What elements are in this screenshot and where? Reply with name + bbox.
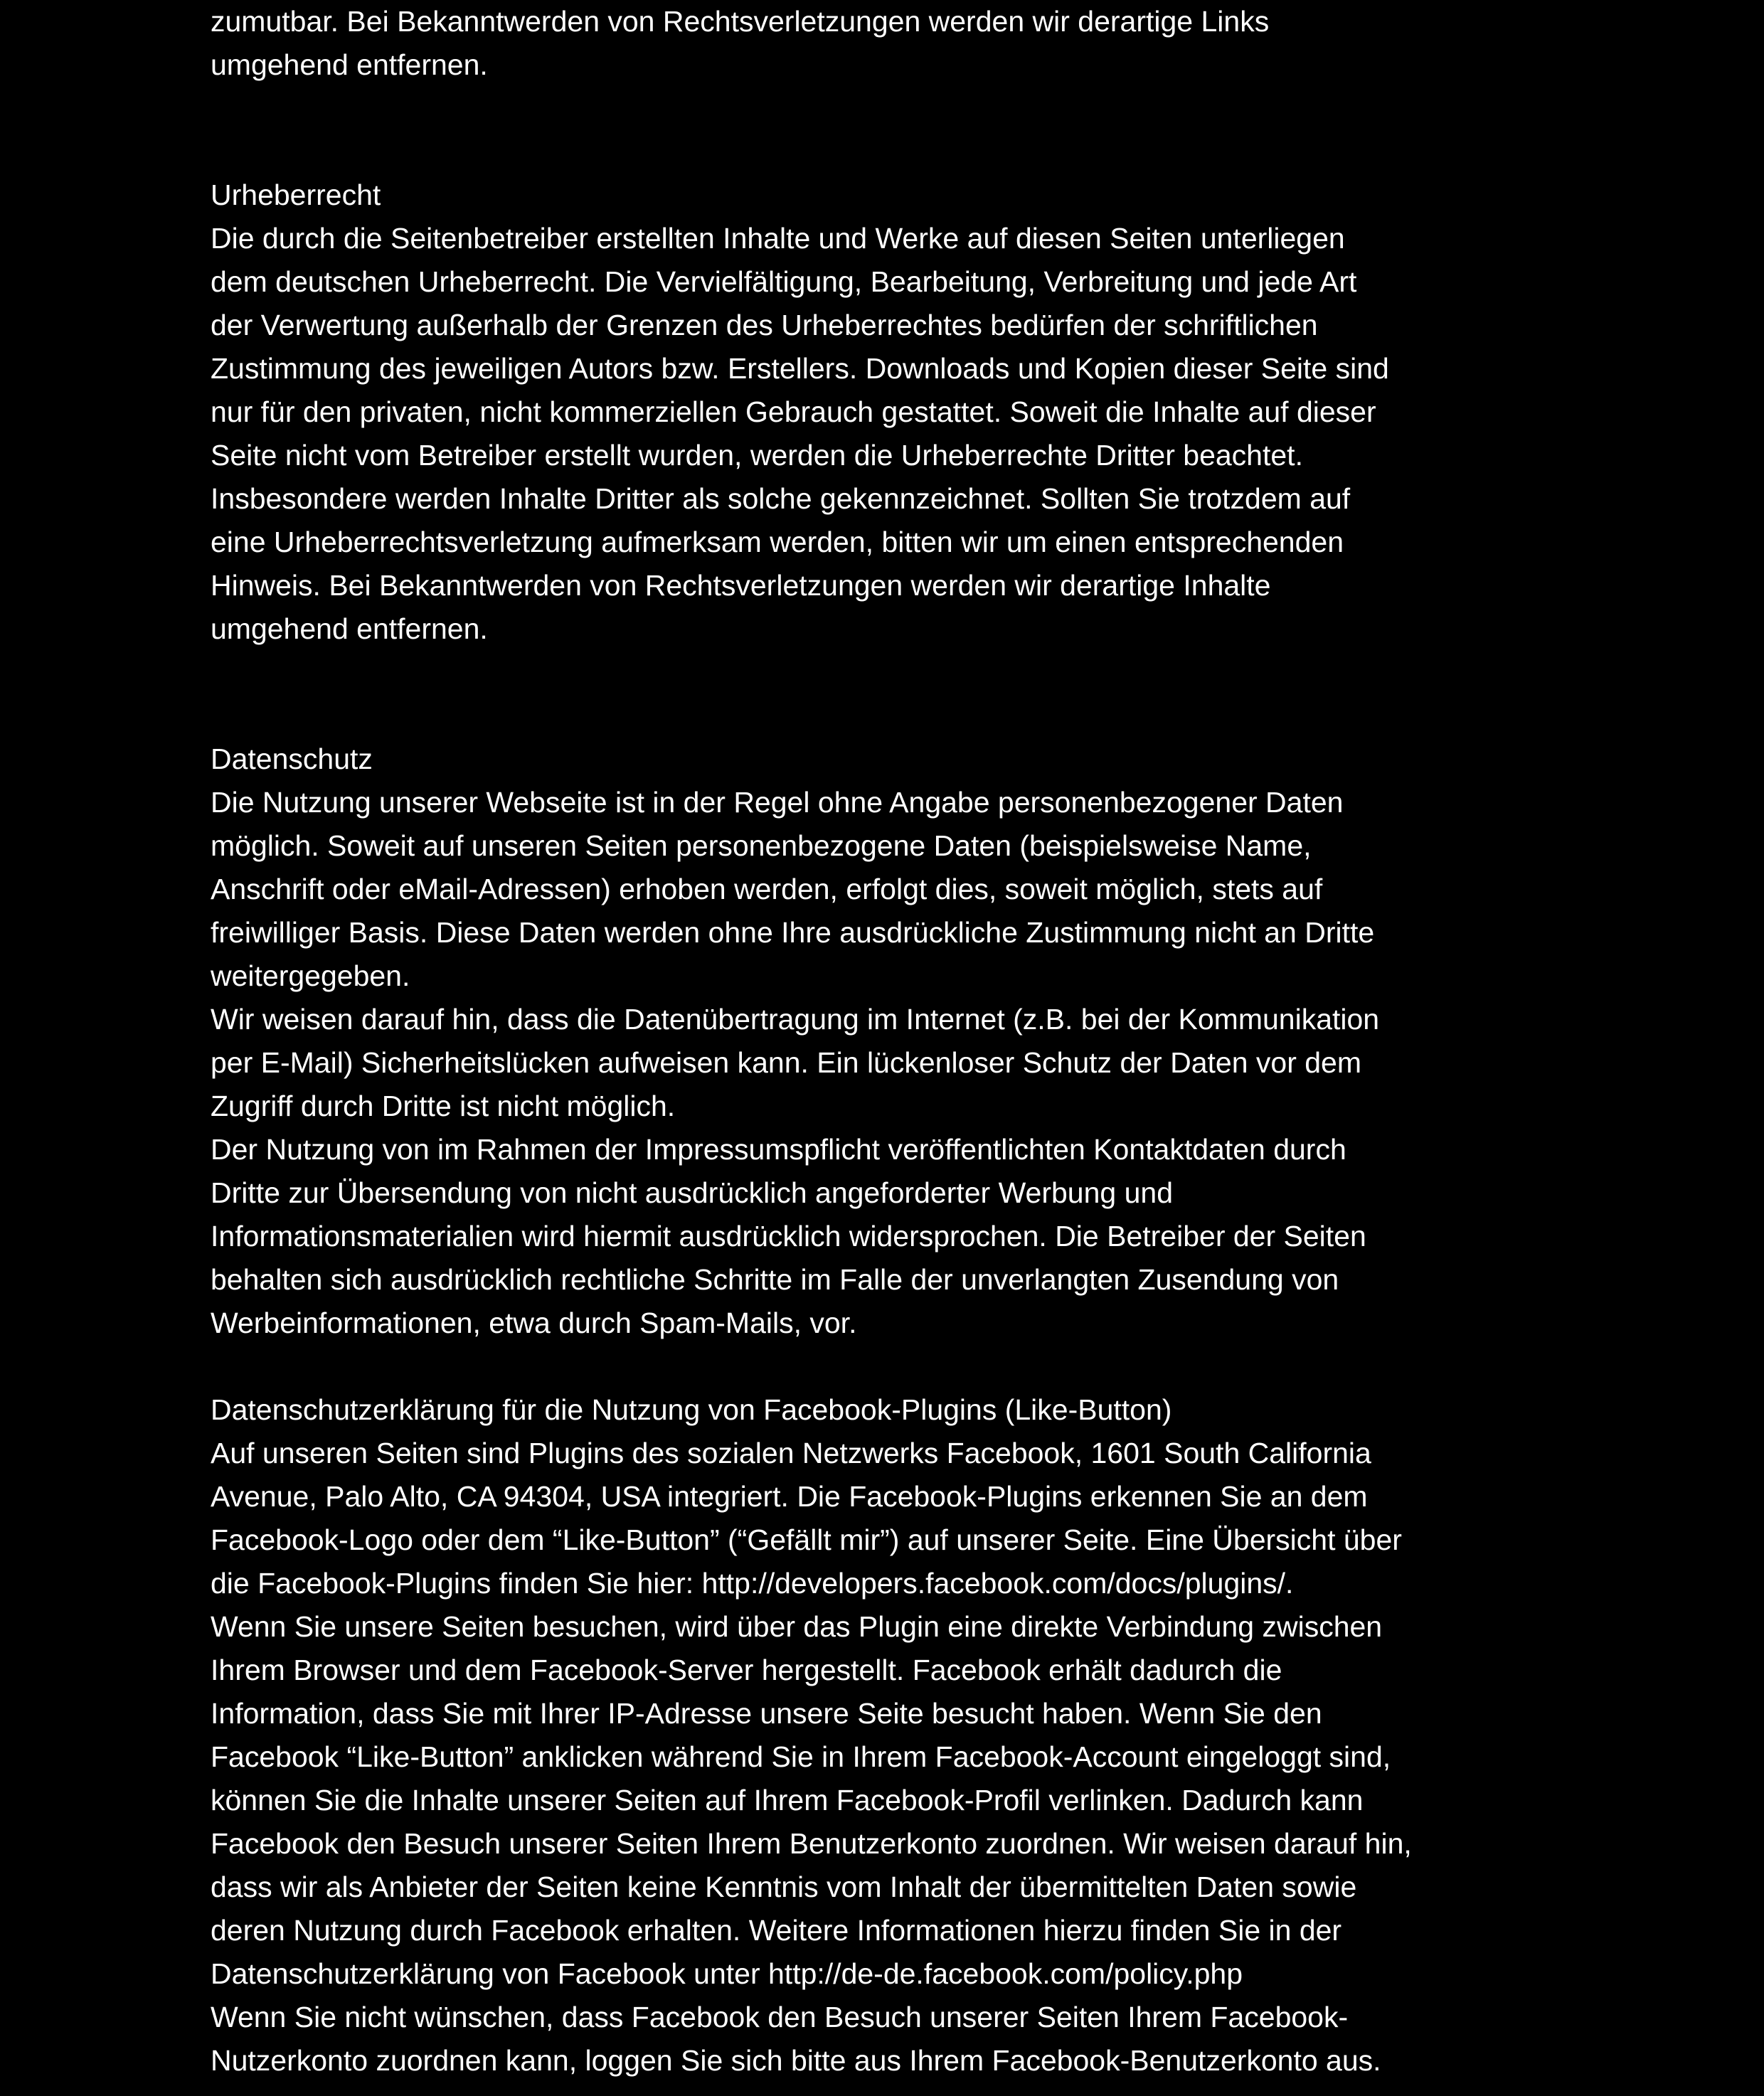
spacer bbox=[211, 87, 1562, 174]
section-heading-urheberrecht: Urheberrecht bbox=[211, 179, 381, 211]
section-urheberrecht bbox=[211, 174, 1562, 651]
section-heading-facebook-plugins: Datenschutzerklärung für die Nutzung von Facebook-Plugins (Like-Button) bbox=[211, 1393, 1172, 1426]
paragraph-datenschutz-2: Wir weisen darauf hin, dass die Datenübertragung im Internet (z.B. bei der Kommunikation per E-Mail) Sicherheitslücken aufweisen kann. Ein lückenloser Schutz der Daten vor dem Zugriff durch Dritte ist nicht möglich. bbox=[211, 1003, 1380, 1122]
paragraph-facebook-1: Auf unseren Seiten sind Plugins des sozialen Netzwerks Facebook, 1601 South California Avenue, Palo Alto, CA 94304, USA integriert. Die Facebook-Plugins erkennen Sie an dem Facebook-Logo oder dem “Like-Button” (“Gefällt mir”) auf unserer Seite. Eine Übersicht über die Facebook-Plugins finden Sie hier: http://developers.facebook.com/docs/plugins/. bbox=[211, 1437, 1402, 1600]
document-page bbox=[211, 0, 1562, 2082]
paragraph-datenschutz-3: Der Nutzung von im Rahmen der Impressumspflicht veröffentlichten Kontaktdaten durch Dritte zur Übersendung von nicht ausdrücklich angeforderter Werbung und Informationsmaterialien wird hiermit ausdrücklich widersprochen. Die Betreiber der Seiten behalten sich ausdrücklich rechtliche Schritte im Falle der unverlangten Zusendung von Werbeinformationen, etwa durch Spam-Mails, vor. bbox=[211, 1133, 1366, 1339]
spacer bbox=[211, 1345, 1562, 1388]
paragraph-datenschutz-1: Die Nutzung unserer Webseite ist in der Regel ohne Angabe personenbezogener Daten möglich. Soweit auf unseren Seiten personenbezogene Daten (beispielsweise Name, Anschrift oder eMail-Adressen) erhoben werden, erfolgt dies, soweit möglich, stets auf freiwilliger Basis. Diese Daten werden ohne Ihre ausdrückliche Zustimmung nicht an Dritte weitergegeben. bbox=[211, 786, 1375, 992]
intro-paragraph: zumutbar. Bei Bekanntwerden von Rechtsverletzungen werden wir derartige Links umgehend entfernen. bbox=[211, 5, 1270, 81]
paragraph-urheberrecht-1: Die durch die Seitenbetreiber erstellten Inhalte und Werke auf diesen Seiten unterliegen dem deutschen Urheberrecht. Die Vervielfältigung, Bearbeitung, Verbreitung und jede Art der Verwertung außerhalb der Grenzen des Urheberrechtes bedürfen der schriftlichen Zustimmung des jeweiligen Autors bzw. Erstellers. Downloads und Kopien dieser Seite sind nur für den privaten, nicht kommerziellen Gebrauch gestattet. Soweit die Inhalte auf dieser Seite nicht vom Betreiber erstellt wurden, werden die Urheberrechte Dritter beachtet. Insbesondere werden Inhalte Dritter als solche gekennzeichnet. Sollten Sie trotzdem auf eine Urheberrechtsverletzung aufmerksam werden, bitten wir um einen entsprechenden Hinweis. Bei Bekanntwerden von Rechtsverletzungen werden wir derartige Inhalte umgehend entfernen. bbox=[211, 222, 1389, 645]
spacer bbox=[211, 651, 1562, 738]
section-heading-datenschutz: Datenschutz bbox=[211, 743, 373, 775]
paragraph-facebook-3: Wenn Sie nicht wünschen, dass Facebook den Besuch unserer Seiten Ihrem Facebook- Nutzerkonto zuordnen kann, loggen Sie sich bitte aus Ihrem Facebook-Benutzerkonto aus. bbox=[211, 2001, 1381, 2077]
section-facebook-plugins bbox=[211, 1388, 1562, 2082]
section-datenschutz bbox=[211, 738, 1562, 1345]
paragraph-facebook-2: Wenn Sie unsere Seiten besuchen, wird über das Plugin eine direkte Verbindung zwischen Ihrem Browser und dem Facebook-Server hergestellt. Facebook erhält dadurch die Information, dass Sie mit Ihrer IP-Adresse unsere Seite besucht haben. Wenn Sie den Facebook “Like-Button” anklicken während Sie in Ihrem Facebook-Account eingeloggt sind, können Sie die Inhalte unserer Seiten auf Ihrem Facebook-Profil verlinken. Dadurch kann Facebook den Besuch unserer Seiten Ihrem Benutzerkonto zuordnen. Wir weisen darauf hin, dass wir als Anbieter der Seiten keine Kenntnis vom Inhalt der übermittelten Daten sowie deren Nutzung durch Facebook erhalten. Weitere Informationen hierzu finden Sie in der Datenschutzerklärung von Facebook unter http://de-de.facebook.com/policy.php bbox=[211, 1610, 1412, 1990]
